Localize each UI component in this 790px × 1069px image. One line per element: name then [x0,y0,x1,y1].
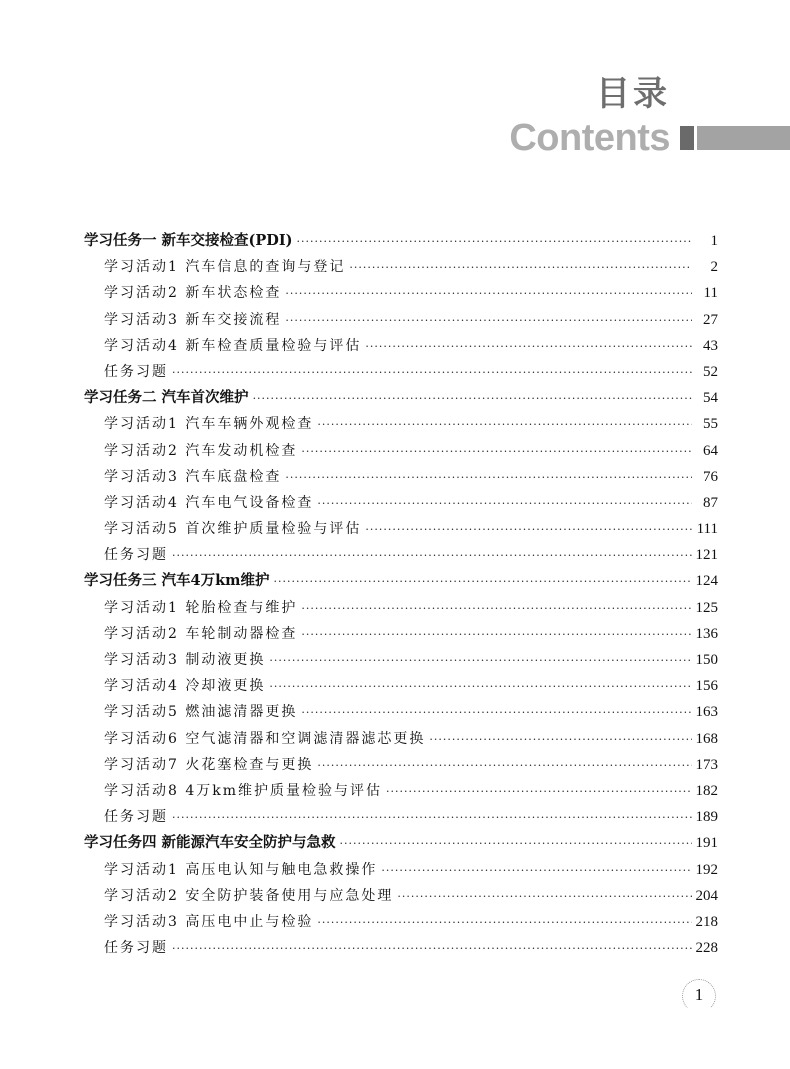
toc-entry-label: 学习任务二 汽车首次维护 [84,389,249,407]
toc-leader-dots [301,622,691,648]
toc-entry-page: 173 [695,756,718,773]
toc-entry-label: 学习任务一 新车交接检查(PDI) [84,232,293,249]
toc-entry-page: 218 [695,913,718,930]
toc-activity-entry[interactable] [84,359,718,385]
toc-entry-page: 168 [695,730,718,747]
toc-entry-label: 学习活动3 汽车底盘检查 [104,468,282,485]
toc-entry-label: 任务习题 [104,363,168,380]
toc-entry-page: 189 [695,809,718,826]
toc-activity-entry[interactable] [84,464,718,490]
toc-entry-page: 2 [710,259,718,276]
toc-entry-label: 学习活动2 安全防护装备使用与应急处理 [104,887,394,904]
toc-entry-label: 任务习题 [104,547,168,564]
toc-entry-page: 150 [695,652,718,668]
toc-leader-dots [381,858,691,884]
toc-entry-label: 学习任务四 新能源汽车安全防护与急救 [84,834,336,852]
toc-leader-dots [397,884,691,910]
toc-entry-page: 111 [696,521,718,538]
toc-entry-label: 学习活动1 高压电认知与触电急救操作 [104,861,378,878]
toc-activity-entry[interactable] [84,804,718,830]
toc-leader-dots [269,648,691,674]
toc-leader-dots [365,334,692,360]
toc-entry-page: 136 [695,625,718,642]
toc-entry-label: 学习活动8 4万km维护质量检验与评估 [104,782,383,799]
toc-leader-dots [172,936,692,962]
toc-entry-page: 191 [695,835,718,852]
toc-activity-entry[interactable] [84,883,718,909]
toc-activity-entry[interactable] [84,778,718,804]
toc-leader-dots [297,229,692,255]
toc-task-entry[interactable] [84,385,718,411]
toc-leader-dots [301,596,691,622]
toc-entry-page: 64 [703,442,718,459]
page-title-chinese: 目录 [596,74,670,114]
toc-activity-entry[interactable] [84,935,718,961]
page-number: 1 [694,985,704,1004]
toc-entry-page: 228 [695,940,718,957]
toc-entry-label: 学习活动7 火花塞检查与更换 [104,756,314,773]
toc-leader-dots [301,700,691,726]
toc-leader-dots [253,386,692,412]
toc-entry-page: 204 [695,887,718,904]
toc-task-entry[interactable] [84,568,718,594]
toc-leader-dots [172,805,692,831]
toc-activity-entry[interactable] [84,307,718,333]
toc-activity-entry[interactable] [84,857,718,883]
toc-activity-entry[interactable] [84,621,718,647]
toc-leader-dots [340,831,692,857]
toc-entry-label: 学习任务三 汽车4万km维护 [84,572,270,590]
toc-leader-dots [301,439,692,465]
toc-entry-page: 125 [695,599,718,616]
toc-leader-dots [172,360,692,386]
toc-entry-page: 76 [703,468,718,485]
toc-activity-entry[interactable] [84,726,718,752]
toc-leader-dots [317,491,692,517]
toc-entry-label: 任务习题 [104,940,168,957]
toc-entry-label: 学习活动1 轮胎检查与维护 [104,599,298,616]
toc-entry-page: 54 [703,390,718,407]
title-bar-light-segment [697,126,790,150]
toc-leader-dots [285,281,692,307]
toc-activity-entry[interactable] [84,254,718,280]
toc-entry-label: 学习活动6 空气滤清器和空调滤清器滤芯更换 [104,730,426,747]
toc-entry-label: 学习活动2 车轮制动器检查 [104,625,298,642]
toc-leader-dots [317,753,691,779]
toc-leader-dots [172,543,692,569]
toc-activity-entry[interactable] [84,752,718,778]
toc-entry-label: 学习活动3 高压电中止与检验 [104,913,314,930]
toc-leader-dots [429,727,691,753]
toc-task-entry[interactable] [84,830,718,856]
toc-entry-label: 学习活动1 汽车车辆外观检查 [104,416,314,433]
toc-activity-entry[interactable] [84,490,718,516]
toc-entry-label: 学习活动3 制动液更换 [104,652,266,668]
toc-entry-page: 52 [703,363,718,380]
contents-header [0,0,790,200]
toc-entry-page: 87 [703,494,718,511]
toc-activity-entry[interactable] [84,595,718,621]
toc-activity-entry[interactable] [84,673,718,699]
toc-entry-page: 55 [703,416,718,433]
toc-activity-entry[interactable] [84,411,718,437]
toc-entry-label: 学习活动2 汽车发动机检查 [104,442,298,459]
toc-entry-page: 1 [710,233,718,249]
toc-entry-page: 11 [703,285,718,302]
toc-activity-entry[interactable] [84,280,718,306]
toc-entry-page: 156 [695,678,718,695]
toc-entry-label: 学习活动3 新车交接流程 [104,311,282,328]
toc-entry-label: 学习活动4 新车检查质量检验与评估 [104,337,362,354]
toc-leader-dots [274,569,692,595]
toc-entry-page: 121 [695,547,718,564]
toc-entry-label: 任务习题 [104,809,168,826]
toc-activity-entry[interactable] [84,699,718,725]
toc-leader-dots [317,910,691,936]
page-number-badge [682,979,718,1009]
toc-leader-dots [285,308,692,334]
toc-entry-page: 182 [695,782,718,799]
toc-activity-entry[interactable] [84,647,718,673]
toc-activity-entry[interactable] [84,516,718,542]
toc-entry-label: 学习活动2 新车状态检查 [104,285,282,302]
table-of-contents [84,228,718,961]
toc-activity-entry[interactable] [84,333,718,359]
toc-activity-entry[interactable] [84,438,718,464]
toc-leader-dots [365,517,692,543]
toc-entry-page: 27 [703,311,718,328]
toc-task-entry[interactable] [84,228,718,254]
toc-entry-label: 学习活动4 冷却液更换 [104,678,266,695]
toc-entry-label: 学习活动5 燃油滤清器更换 [104,704,298,721]
toc-entry-label: 学习活动5 首次维护质量检验与评估 [104,521,362,538]
title-decoration-bar [680,126,790,150]
page-title-english: Contents [509,117,670,159]
toc-activity-entry[interactable] [84,542,718,568]
toc-activity-entry[interactable] [84,909,718,935]
toc-entry-page: 124 [695,573,718,590]
title-bar-dark-segment [680,126,694,150]
toc-leader-dots [285,465,692,491]
toc-leader-dots [269,674,691,700]
toc-entry-label: 学习活动1 汽车信息的查询与登记 [104,259,346,276]
toc-entry-page: 43 [703,337,718,354]
toc-leader-dots [317,412,692,438]
toc-leader-dots [349,255,692,281]
toc-entry-page: 192 [695,861,718,878]
toc-entry-page: 163 [695,704,718,721]
toc-leader-dots [386,779,691,805]
toc-entry-label: 学习活动4 汽车电气设备检查 [104,494,314,511]
